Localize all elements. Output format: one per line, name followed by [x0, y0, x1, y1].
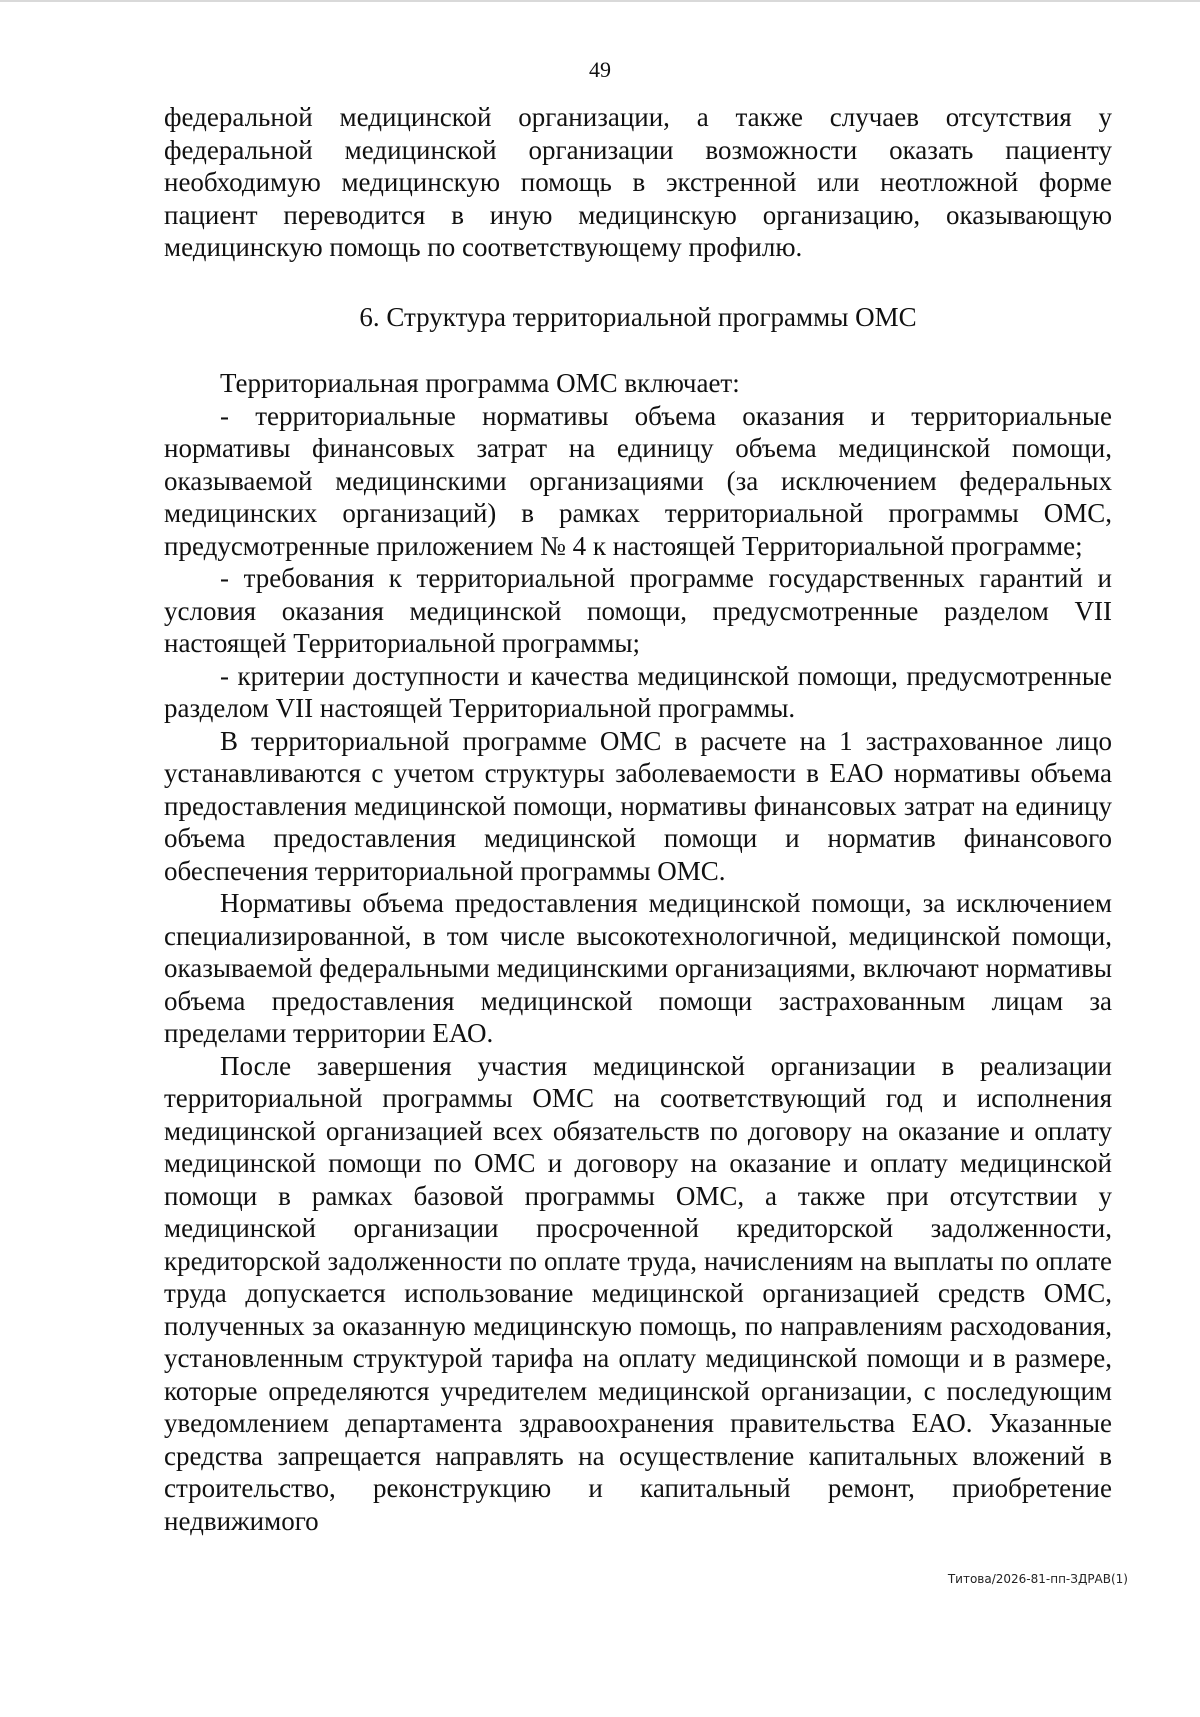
- paragraph: В территориальной программе ОМС в расчете на 1 застрахованное лицо устанавливаются с учетом структуры заболеваемости в ЕАО нормативы объема предоставления медицинской помощи, нормативы финансовых затрат на единицу объема предоставления медицинской помощи и норматив финансового обеспечения территориальной программы ОМС.: [164, 725, 1112, 886]
- section-heading: 6. Структура территориальной программы ОМС: [359, 301, 917, 332]
- page-number: 49: [589, 57, 611, 82]
- paragraph: Нормативы объема предоставления медицинской помощи, за исключением специализированной, в том числе высокотехнологичной, медицинской помощи, оказываемой федеральными медицинскими организациями, включают нормативы объема предоставления медицинской помощи застрахованным лицам за пределами территории ЕАО.: [164, 888, 1112, 1048]
- scan-top-edge: [0, 0, 1200, 2]
- paragraph-continuation: федеральной медицинской организации, а также случаев отсутствия у федеральной медицинской организации возможности оказать пациенту необходимую медицинскую помощь в экстренной или неотложной форме пациент переводится в иную медицинскую организацию, оказывающую медицинскую помощь по соответствующему профилю.: [164, 102, 1112, 262]
- paragraph: После завершения участия медицинской организации в реализации территориальной программы ОМС на соответствующий год и исполнения медицинской организацией всех обязательств по договору на оказание и оплату медицинской помощи по ОМС и договору на оказание и оплату медицинской помощи в рамках базовой программы ОМС, а также при отсутствии у медицинской организации просроченной кредиторской задолженности, кредиторской задолженности по оплате труда, начислениям на выплаты по оплате труда допускается использование медицинской организацией средств ОМС, полученных за оказанную медицинскую помощь, по направлениям расходования, установленным структурой тарифа на оплату медицинской помощи и в размере, которые определяются учредителем медицинской организации, с последующим уведомлением департамента здравоохранения правительства ЕАО. Указанные средства запрещается направлять на осуществление капитальных вложений в строительство, реконструкцию и капитальный ремонт, приобретение недвижимого: [164, 1050, 1112, 1536]
- list-item: - критерии доступности и качества медицинской помощи, предусмотренные разделом VII настоящей Территориальной программы.: [164, 660, 1112, 723]
- list-item: - территориальные нормативы объема оказания и территориальные нормативы финансовых затрат на единицу объема медицинской помощи, оказываемой медицинскими организациями (за исключением федеральных медицинских организаций) в рамках территориальной программы ОМС, предусмотренные приложением № 4 к настоящей Территориальной программе;: [164, 400, 1112, 561]
- list-item: - требования к территориальной программе государственных гарантий и условия оказания медицинской помощи, предусмотренные разделом VII настоящей Территориальной программы;: [164, 563, 1112, 658]
- paragraph-intro: Территориальная программа ОМС включает:: [220, 368, 740, 398]
- document-body: [164, 101, 1112, 1537]
- document-footer-code: Титова/2026-81-пп-ЗДРАВ(1): [947, 1572, 1128, 1586]
